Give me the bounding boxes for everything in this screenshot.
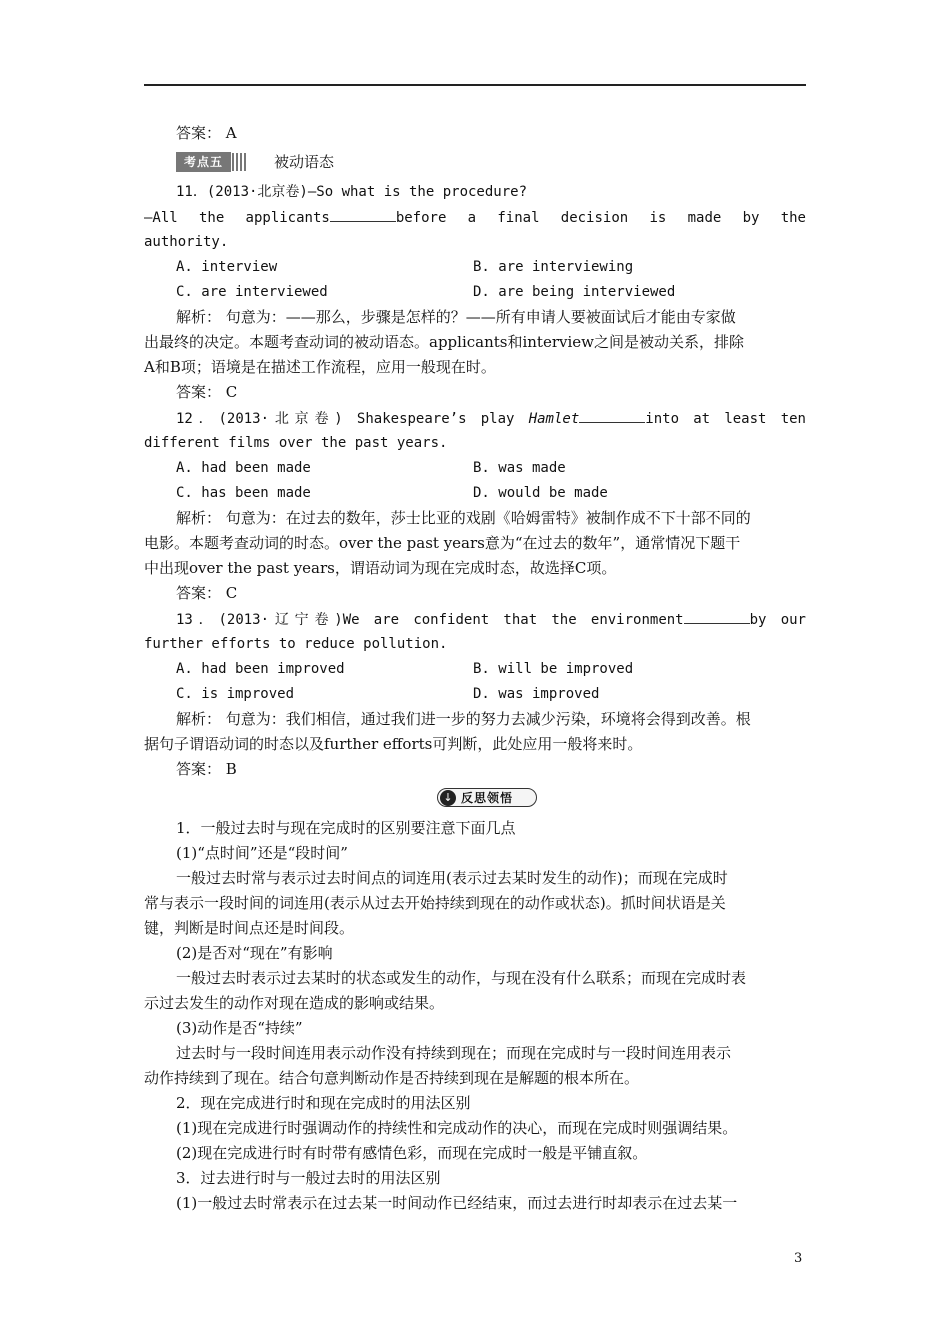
q11-explanation-2: 出最终的决定。本题考查动词的被动语态。applicants和interview之间是被动关系，排除 — [144, 333, 744, 351]
q11-answer: 答案： C — [176, 383, 238, 401]
note-line: 过去时与一段时间连用表示动作没有持续到现在；而现在完成时与一段时间连用表示 — [176, 1044, 732, 1062]
q12-explanation-2: 电影。本题考查动词的时态。over the past years意为“在过去的数年”，通常情况下题干 — [144, 534, 741, 552]
note-line: (1)“点时间”还是“段时间” — [176, 844, 348, 862]
note-line: (2)现在完成进行时有时带有感情色彩，而现在完成时一般是平铺直叙。 — [176, 1144, 648, 1162]
q12-option-d: D. would be made — [473, 485, 608, 501]
q13-explanation-2: 据句子谓语动词的时态以及further efforts可判断，此处应用一般将来时。 — [144, 735, 643, 753]
q11-line2: —All the applicants before a final decision is made by the — [144, 207, 806, 229]
q13-options-ab — [144, 659, 806, 681]
note-line: 示过去发生的动作对现在造成的影响或结果。 — [144, 994, 445, 1012]
answer-10: 答案： A — [176, 124, 237, 142]
q12-explanation-3: 中出现over the past years，谓语动词为现在完成时态，故选择C项。 — [144, 559, 617, 577]
q11-options-ab — [144, 257, 806, 279]
q13-option-a: A. had been improved — [176, 661, 345, 677]
q13-option-c: C. is improved — [176, 686, 295, 702]
note-line: (3)动作是否“持续” — [176, 1019, 303, 1037]
q11-options-cd — [144, 282, 806, 304]
q13-explanation-1: 解析： 句意为：我们相信，通过我们进一步的努力去减少污染，环境将会得到改善。根 — [176, 710, 751, 728]
q13-answer: 答案： B — [176, 760, 237, 778]
q13-line2: further efforts to reduce pollution. — [144, 636, 448, 652]
q12-line2: different films over the past years. — [144, 435, 448, 451]
section-badge — [176, 151, 246, 173]
reflect-badge — [437, 788, 537, 807]
q11-stem: 11．(2013·北京卷)—So what is the procedure? — [176, 184, 528, 200]
q11-explanation-3: A和B项；语境是在描述工作流程，应用一般现在时。 — [144, 358, 496, 376]
section-title: 被动语态 — [274, 153, 335, 171]
q11-option-c: C. are interviewed — [176, 284, 328, 300]
q13-option-d: D. was improved — [473, 686, 600, 702]
answer-blank — [579, 408, 645, 423]
reflect-badge-label: 反思领悟 — [461, 791, 514, 805]
note-line: 一般过去时常与表示过去时间点的词连用(表示过去某时发生的动作)；而现在完成时 — [176, 869, 728, 887]
note-line: 一般过去时表示过去某时的状态或发生的动作，与现在没有什么联系；而现在完成时表 — [176, 969, 747, 987]
note-line: 1．一般过去时与现在完成时的区别要注意下面几点 — [176, 819, 516, 837]
q12-option-a: A. had been made — [176, 460, 311, 476]
arrow-down-icon: ↓ — [440, 790, 456, 806]
q11-line3: authority. — [144, 234, 229, 250]
note-line: (2)是否对“现在”有影响 — [176, 944, 333, 962]
q12-answer: 答案： C — [176, 584, 238, 602]
note-line: (1)现在完成进行时强调动作的持续性和完成动作的决心，而现在完成时则强调结果。 — [176, 1119, 738, 1137]
q12-options-cd — [144, 483, 806, 505]
note-line: 2．现在完成进行时和现在完成时的用法区别 — [176, 1094, 471, 1112]
answer-blank — [684, 609, 750, 624]
q12-stem: 12．(2013·北京卷) Shakespeare’s play Hamlet into at least ten — [176, 408, 806, 430]
q11-explanation-1: 解析： 句意为：——那么，步骤是怎样的？——所有申请人要被面试后才能由专家做 — [176, 308, 736, 326]
q13-option-b: B. will be improved — [473, 661, 634, 677]
q13-options-cd — [144, 684, 806, 706]
q12-options-ab — [144, 458, 806, 480]
note-line: 3．过去进行时与一般过去时的用法区别 — [176, 1169, 441, 1187]
q12-option-c: C. has been made — [176, 485, 311, 501]
section-badge-label: 考点五 — [176, 152, 231, 172]
q11-option-d: D. are being interviewed — [473, 284, 676, 300]
q12-option-b: B. was made — [473, 460, 566, 476]
answer-blank — [330, 207, 396, 222]
note-line: (1)一般过去时常表示在过去某一时间动作已经结束，而过去进行时却表示在过去某一 — [176, 1194, 738, 1212]
note-line: 常与表示一段时间的词连用(表示从过去开始持续到现在的动作或状态)。抓时间状语是关 — [144, 894, 726, 912]
header-rule — [144, 84, 806, 86]
note-line: 键，判断是时间点还是时间段。 — [144, 919, 355, 937]
note-line: 动作持续到了现在。结合句意判断动作是否持续到现在是解题的根本所在。 — [144, 1069, 640, 1087]
page-number: 3 — [794, 1251, 803, 1266]
q12-explanation-1: 解析： 句意为：在过去的数年，莎士比亚的戏剧《哈姆雷特》被制作成不下十部不同的 — [176, 509, 751, 527]
stripes-icon — [232, 153, 246, 171]
q13-stem: 13．(2013·辽宁卷)We are confident that the environment by our — [176, 609, 806, 631]
q11-option-b: B. are interviewing — [473, 259, 634, 275]
q11-option-a: A. interview — [176, 259, 278, 275]
